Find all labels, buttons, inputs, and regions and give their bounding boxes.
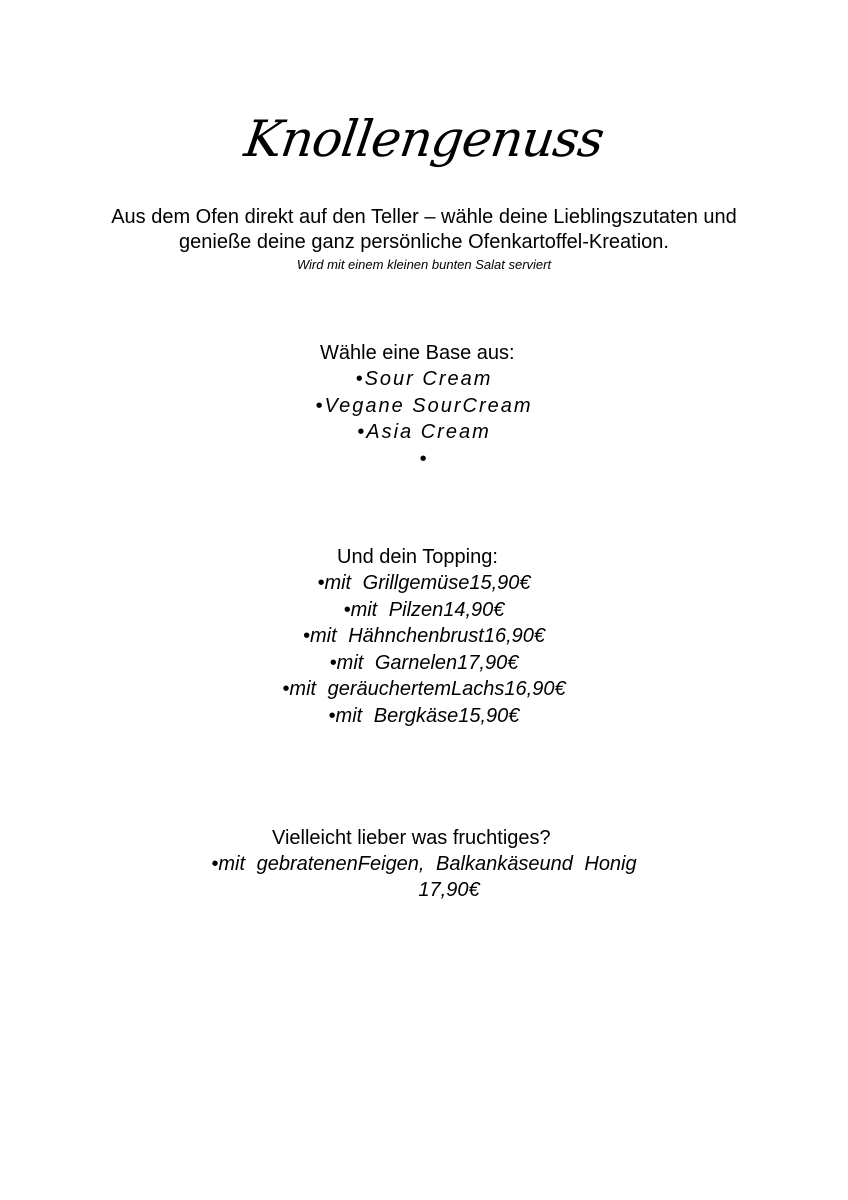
fruity-heading: Vielleicht lieber was fruchtiges? xyxy=(272,827,551,849)
base-item: • xyxy=(419,448,429,470)
base-heading: Wähle eine Base aus: xyxy=(320,342,515,364)
topping-item: •mit Grillgemüse15,90€ xyxy=(317,572,531,594)
intro-line-2: genieße deine ganz persönliche Ofenkartoffel-Kreation. xyxy=(179,231,669,253)
base-item: •Sour Cream xyxy=(355,368,493,390)
intro-text xyxy=(60,205,788,255)
intro-line-1: Aus dem Ofen direkt auf den Teller – wähle deine Lieblingszutaten und xyxy=(111,206,737,228)
base-item: •Vegane SourCream xyxy=(315,395,533,417)
topping-item: •mit Garnelen17,90€ xyxy=(329,652,519,674)
topping-heading: Und dein Topping: xyxy=(337,546,498,568)
fruity-price: 17,90€ xyxy=(418,879,480,901)
topping-item: •mit Bergkäse15,90€ xyxy=(328,705,520,727)
fruity-item: •mit gebratenenFeigen, Balkankäseund Honig xyxy=(211,853,637,875)
base-item: •Asia Cream xyxy=(357,421,491,443)
intro-note: Wird mit einem kleinen bunten Salat serviert xyxy=(296,257,552,272)
topping-item: •mit geräuchertemLachs16,90€ xyxy=(282,678,566,700)
topping-item: •mit Pilzen14,90€ xyxy=(343,599,505,621)
topping-item: •mit Hähnchenbrust16,90€ xyxy=(302,625,546,647)
menu-title: Knollengenuss xyxy=(241,110,607,168)
